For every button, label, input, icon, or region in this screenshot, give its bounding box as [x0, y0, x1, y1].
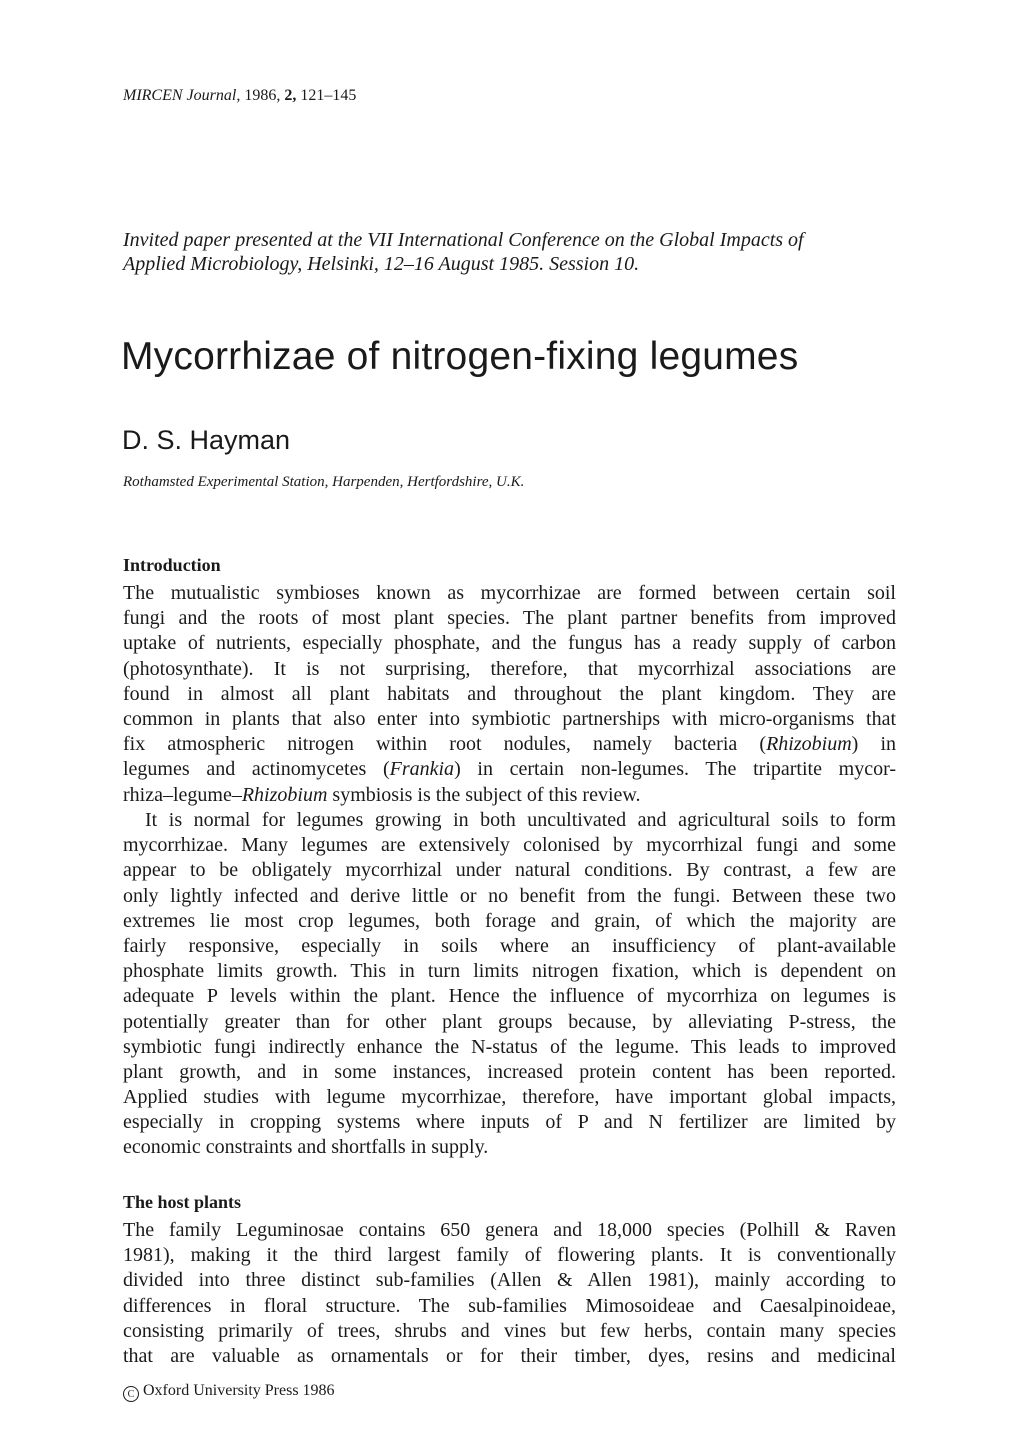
copyright-notice	[123, 1381, 335, 1402]
journal-year: 1986,	[244, 87, 281, 104]
text-line: consisting primarily of trees, shrubs and vines but few herbs, contain many species	[123, 1319, 896, 1342]
text-line	[123, 783, 896, 808]
text-line: that are valuable as ornamentals or for their timber, dyes, resins and medicinal	[123, 1344, 896, 1367]
text-line: extremes lie most crop legumes, both forage and grain, of which the majority are	[123, 909, 896, 932]
text-line	[123, 732, 896, 757]
text-line: uptake of nutrients, especially phosphate, and the fungus has a ready supply of carbon	[123, 632, 896, 655]
journal-citation	[123, 86, 356, 106]
text-line: economic constraints and shortfalls in supply.	[123, 1136, 489, 1159]
text-line: especially in cropping systems where inputs of P and N fertilizer are limited by	[123, 1111, 896, 1134]
journal-pages: 121–145	[300, 87, 357, 104]
introduction-paragraph-2	[123, 808, 896, 1161]
author-name: D. S. Hayman	[122, 425, 291, 455]
text-run: legumes and actinomycetes (	[123, 758, 390, 781]
text-line: found in almost all plant habitats and throughout the plant kingdom. They are	[123, 682, 896, 705]
invited-paper-note	[123, 228, 899, 276]
text-line: The family Leguminosae contains 650 genera and 18,000 species (Polhill & Raven	[123, 1219, 896, 1241]
genus-name: Rhizobium	[241, 783, 328, 806]
copyright-icon: C	[123, 1386, 139, 1402]
section-heading-host-plants: The host plants	[123, 1192, 242, 1212]
text-run: ) in certain non-legumes. The tripartite mycor-	[454, 758, 896, 781]
genus-name: Frankia	[389, 758, 455, 781]
text-line: (photosynthate). It is not surprising, therefore, that mycorrhizal associations are	[123, 657, 896, 680]
text-line: Applied studies with legume mycorrhizae, therefore, have important global impacts,	[123, 1086, 896, 1109]
invited-note-line: Applied Microbiology, Helsinki, 12–16 August 1985. Session 10.	[123, 253, 640, 275]
copyright-text: Oxford University Press 1986	[143, 1382, 335, 1399]
introduction-paragraph-1	[123, 581, 896, 808]
journal-volume: 2,	[284, 87, 297, 104]
host-plants-paragraph-1	[123, 1218, 896, 1369]
text-line: 1981), making it the third largest family of flowering plants. It is conventionally	[123, 1244, 896, 1267]
text-line: potentially greater than for other plant groups because, by alleviating P-stress, the	[123, 1010, 896, 1033]
text-line: differences in floral structure. The sub-families Mimosoideae and Caesalpinoideae,	[123, 1294, 896, 1317]
section-heading-introduction: Introduction	[123, 555, 221, 575]
text-line: The mutualistic symbioses known as mycorrhizae are formed between certain soil	[123, 582, 896, 604]
genus-name: Rhizobium	[766, 733, 852, 756]
text-line: mycorrhizae. Many legumes are extensively colonised by mycorrhizal fungi and some	[123, 834, 896, 857]
text-run: fix atmospheric nitrogen within root nodules, namely bacteria (	[123, 733, 767, 756]
text-line: fungi and the roots of most plant species. The plant partner benefits from improved	[123, 607, 896, 630]
text-run: symbiosis is the subject of this review.	[327, 783, 641, 806]
text-line	[123, 757, 896, 782]
text-line: fairly responsive, especially in soils where an insufficiency of plant-available	[123, 934, 896, 957]
text-run: ) in	[851, 733, 896, 756]
text-run: rhiza–legume–	[123, 783, 242, 806]
paper-title: Mycorrhizae of nitrogen-fixing legumes	[121, 335, 799, 378]
text-line: adequate P levels within the plant. Hence the influence of mycorrhiza on legumes is	[123, 985, 896, 1008]
text-line: only lightly infected and derive little or no benefit from the fungi. Between these two	[123, 884, 896, 907]
text-line: divided into three distinct sub-families (Allen & Allen 1981), mainly according to	[123, 1269, 896, 1292]
invited-note-line: Invited paper presented at the VII International Conference on the Global Impacts of	[123, 229, 804, 251]
text-line: symbiotic fungi indirectly enhance the N-status of the legume. This leads to improved	[123, 1035, 896, 1058]
author-affiliation: Rothamsted Experimental Station, Harpenden, Hertfordshire, U.K.	[123, 474, 525, 490]
text-line: common in plants that also enter into symbiotic partnerships with micro-organisms that	[123, 707, 896, 730]
journal-name: MIRCEN Journal,	[123, 87, 241, 104]
text-line: It is normal for legumes growing in both uncultivated and agricultural soils to form	[145, 809, 896, 831]
text-line: phosphate limits growth. This in turn limits nitrogen fixation, which is dependent on	[123, 960, 896, 983]
text-line: appear to be obligately mycorrhizal under natural conditions. By contrast, a few are	[123, 859, 896, 882]
text-line: plant growth, and in some instances, increased protein content has been reported.	[123, 1060, 896, 1083]
